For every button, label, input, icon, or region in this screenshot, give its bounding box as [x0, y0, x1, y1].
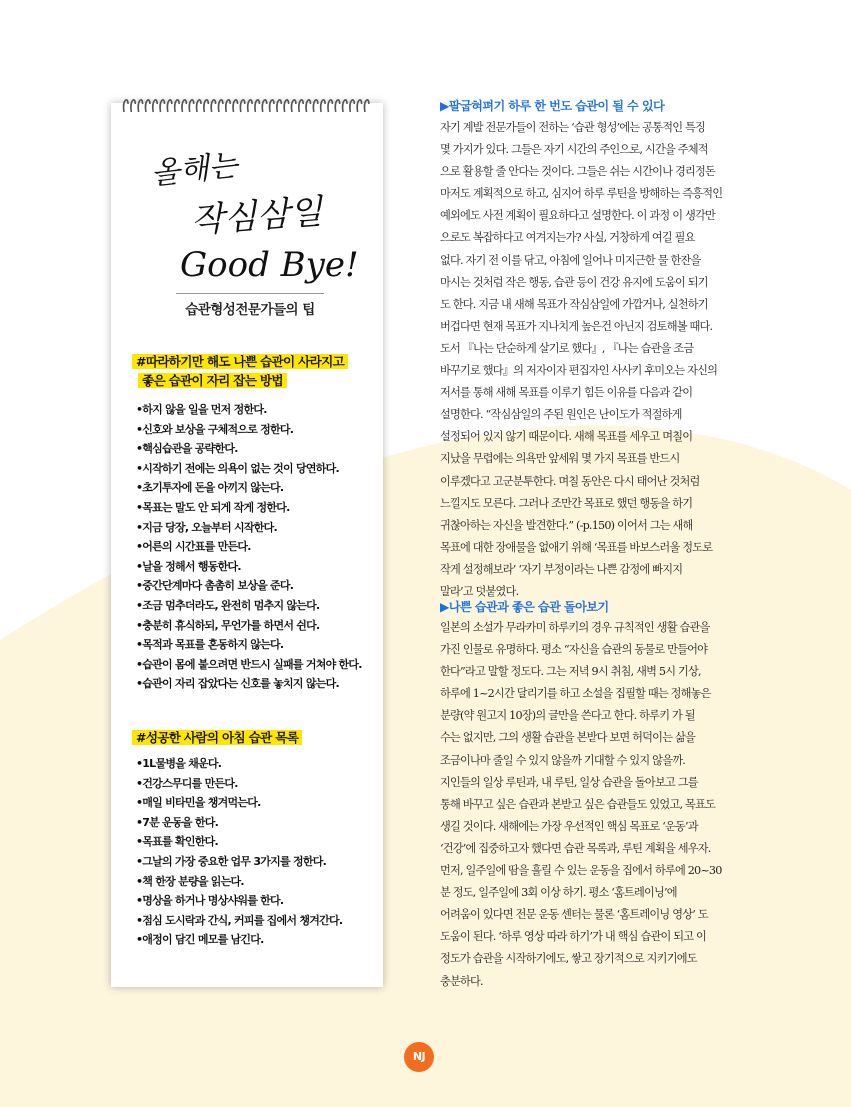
article-line: 느낄지도 모른다. 그러나 조만간 목표로 했던 행동을 하기 — [440, 496, 693, 510]
article-line: 몇 가지가 있다. 그들은 자기 시간의 주인으로, 시간을 주체적 — [440, 143, 708, 157]
tip-item: •하지 않을 일을 먼저 정한다. — [136, 403, 267, 416]
binding-ring — [343, 100, 347, 112]
binding-ring — [248, 100, 252, 112]
binding-ring — [124, 100, 128, 112]
article-line: 어려움이 있다면 전문 운동 센터는 물론 ‘홈트레이닝 영상’ 도 — [440, 908, 708, 922]
article-line: 지인들의 일상 루틴과, 내 루틴, 일상 습관을 돌아보고 그를 — [440, 775, 698, 789]
morning-habit-item: •점심 도시락과 간식, 커피를 집에서 챙겨간다. — [136, 913, 343, 927]
binding-ring — [240, 100, 244, 112]
article-paragraph-1 — [440, 117, 760, 603]
binding-ring — [218, 100, 222, 112]
morning-habit-item: •목표를 확인한다. — [136, 835, 218, 849]
article-line: 말라’고 덧붙였다. — [440, 584, 519, 598]
article-line: 귀찮아하는 자신을 발견한다.” (-p.150) 이어서 그는 새해 — [440, 518, 693, 532]
tip-item: •날을 정해서 행동한다. — [136, 559, 241, 573]
article-line: 마저도 계획적으로 하고, 심지어 하루 루틴을 방해하는 즉흥적인 — [440, 187, 723, 201]
title-line-1: 올해는 — [149, 148, 240, 192]
article-line: 도서 『나는 단순하게 살기로 했다』, 『나는 습관을 조금 — [440, 341, 694, 355]
tip-item: •지금 당장, 오늘부터 시작한다. — [136, 520, 277, 534]
article-line: 설명한다. “작심삼일의 주된 원인은 난이도가 적절하게 — [440, 408, 682, 422]
binding-ring — [328, 100, 332, 112]
morning-habit-item: •애정이 담긴 메모를 남긴다. — [136, 933, 264, 947]
tip-item: •핵심습관을 공략한다. — [136, 442, 238, 456]
tip-item: •조금 멈추더라도, 완전히 멈추지 않는다. — [136, 598, 320, 612]
article-line: 통해 바꾸고 싶은 습관과 본받고 싶은 습관들도 있었고, 목표도 — [440, 797, 715, 811]
binding-ring — [175, 100, 179, 112]
notepad-subtitle: 습관형성전문가들의 팁 — [185, 302, 315, 318]
section1-heading — [132, 352, 377, 390]
binding-ring — [277, 100, 281, 112]
article-line: 마시는 것처럼 작은 행동, 습관 등이 건강 유지에 도움이 되기 — [440, 275, 708, 289]
article-line: 분 정도, 일주일에 3회 이상 하기. 평소 ‘홈트레이닝’에 — [440, 886, 677, 900]
binding-ring — [255, 100, 259, 112]
binding-ring — [204, 100, 208, 112]
morning-habit-item: •명상을 하거나 명상샤워를 한다. — [136, 894, 284, 908]
binding-ring — [335, 100, 339, 112]
article-heading-2: ▶나쁜 습관과 좋은 습관 돌아보기 — [440, 600, 609, 614]
tip-item: •습관이 몸에 붙으려면 반드시 실패를 거쳐야 한다. — [136, 657, 362, 671]
binding-ring — [291, 100, 295, 112]
binding-ring — [189, 100, 193, 112]
article-line: 한다”라고 말할 정도다. 그는 저녁 9시 취침, 새벽 5시 기상, — [440, 665, 701, 679]
article-line: 바꾸기로 했다』의 저자이자 편집자인 사사키 후미오는 자신의 — [440, 364, 718, 378]
binding-ring — [131, 100, 135, 112]
article-line: 생길 것이다. 새해에는 가장 우선적인 핵심 목표로 ‘운동’과 — [440, 819, 698, 833]
section1-heading-line2: 좋은 습관이 자리 잡는 방법 — [138, 373, 287, 388]
article-line: 조금이나마 줄일 수 있지 않을까 기대할 수 있지 않을까. — [440, 753, 685, 767]
binding-ring — [226, 100, 230, 112]
tip-item: •신호와 보상을 구체적으로 정한다. — [136, 422, 294, 436]
nj-logo: NJ — [404, 1042, 434, 1072]
article-line: 목표에 대한 장애물을 없애기 위해 ‘목표를 바보스러울 정도로 — [440, 540, 713, 554]
binding-ring — [153, 100, 157, 112]
subtitle-rule — [176, 293, 324, 294]
tip-item: •시작하기 전에는 의욕이 없는 것이 당연하다. — [136, 461, 339, 475]
binding-ring — [357, 100, 361, 112]
article-heading-1: ▶팔굽혀펴기 하루 한 번도 습관이 될 수 있다 — [440, 99, 665, 113]
tip-item: •목표는 말도 안 되게 작게 정한다. — [136, 500, 290, 514]
binding-ring — [270, 100, 274, 112]
article-line: 도움이 된다. ‘하루 영상 따라 하기’가 내 핵심 습관이 되고 이 — [440, 930, 706, 944]
morning-habit-item: •그날의 가장 중요한 업무 3가지를 정한다. — [136, 854, 327, 868]
title-line-2: 작심삼일 — [189, 191, 324, 241]
article-line: 정도가 습관을 시작하기에도, 쌓고 장기적으로 지키기에도 — [440, 952, 697, 966]
article-line: 예외에도 사전 계획이 필요하다고 설명한다. 이 과정 이 생각만 — [440, 209, 715, 223]
section2-list — [136, 754, 378, 950]
article-line: 설정되어 있지 않기 때문이다. 새해 목표를 세우고 며칠이 — [440, 430, 693, 444]
morning-habit-item: •1L물병을 채운다. — [136, 757, 222, 770]
morning-habit-item: •책 한장 분량을 읽는다. — [136, 874, 244, 888]
title-line-3: Good Bye! — [180, 245, 359, 285]
section1-list — [136, 400, 378, 694]
tip-item: •어른의 시간표를 만든다. — [136, 540, 251, 554]
binding-ring — [197, 100, 201, 112]
morning-habit-item: •건강스무디를 만든다. — [136, 776, 238, 790]
binding-ring — [350, 100, 354, 112]
binding-ring — [364, 100, 368, 112]
article-line: ‘건강’에 집중하고자 했다면 습관 목록과, 루틴 계획을 세우자. — [440, 841, 711, 855]
morning-habit-item: •7분 운동을 한다. — [136, 815, 219, 829]
tip-item: •충분히 휴식하되, 무언가를 하면서 쉰다. — [136, 618, 320, 632]
tip-item: •초기투자에 돈을 아끼지 않는다. — [136, 481, 284, 495]
article-line: 저서를 통해 새해 목표를 이루기 힘든 이유를 다음과 같이 — [440, 386, 693, 400]
article-line: 먼저, 일주일에 땀을 흘릴 수 있는 운동을 집에서 하루에 20~30 — [440, 864, 722, 878]
tip-item: •목적과 목표를 혼동하지 않는다. — [136, 638, 284, 652]
section1-heading-line1: #따라하기만 해도 나쁜 습관이 사라지고 — [132, 354, 348, 369]
morning-habit-item: •매일 비타민을 챙겨먹는다. — [136, 796, 261, 810]
article-line: 도 한다. 지금 내 새해 목표가 작심삼일에 가깝거나, 실천하기 — [440, 297, 708, 311]
article-line: 없다. 자기 전 이를 닦고, 아침에 일어나 미지근한 물 한잔을 — [440, 253, 701, 267]
binding-ring — [306, 100, 310, 112]
binding-ring — [313, 100, 317, 112]
binding-ring — [160, 100, 164, 112]
section2-heading-wrap — [132, 728, 377, 747]
spiral-binding — [120, 94, 374, 116]
tip-item: •중간단계마다 촘촘히 보상을 준다. — [136, 579, 294, 593]
binding-ring — [262, 100, 266, 112]
section2-heading: #성공한 사람의 아침 습관 목록 — [132, 730, 302, 745]
article-line: 충분하다. — [440, 974, 483, 988]
article-line: 분량(약 원고지 10장)의 글만을 쓴다고 한다. 하루키 가 될 — [440, 709, 695, 723]
article-line: 버겁다면 현재 목표가 지나치게 높은건 아닌지 검토해볼 때다. — [440, 319, 713, 333]
article-line: 자기 계발 전문가들이 전하는 ‘습관 형성’에는 공통적인 특징 — [440, 121, 705, 134]
binding-ring — [321, 100, 325, 112]
handwritten-title — [140, 140, 360, 290]
article-line: 수는 없지만, 그의 생활 습관을 본받다 보면 허덕이는 삶을 — [440, 731, 695, 745]
binding-ring — [284, 100, 288, 112]
binding-ring — [167, 100, 171, 112]
binding-ring — [211, 100, 215, 112]
article-line: 이루겠다고 고군분투한다. 며칠 동안은 다시 태어난 것처럼 — [440, 474, 700, 488]
article-line: 으로 활용할 줄 안다는 것이다. 그들은 쉬는 시간이나 경리정돈 — [440, 165, 715, 179]
binding-ring — [299, 100, 303, 112]
article-line: 으로도 복잡하다고 여겨지는가? 사실, 거창하게 여길 필요 — [440, 231, 695, 245]
article-paragraph-2 — [440, 617, 760, 993]
article-line: 작게 설정해보라’ ‘자기 부정이라는 나쁜 감정에 빠지지 — [440, 562, 683, 576]
article-line: 하루에 1~2시간 달리기를 하고 소설을 집필할 때는 정해놓은 — [440, 687, 711, 701]
article-line: 지났을 무렵에는 의욕만 앞세워 몇 가지 목표를 반드시 — [440, 452, 680, 466]
tip-item: •습관이 자리 잡았다는 신호를 놓치지 않는다. — [136, 677, 339, 691]
binding-ring — [233, 100, 237, 112]
article-line: 일본의 소설가 무라카미 하루키의 경우 규칙적인 생활 습관을 — [440, 621, 710, 634]
binding-ring — [138, 100, 142, 112]
article-line: 가진 인물로 유명하다. 평소 “자신을 습관의 동물로 만들어야 — [440, 643, 708, 657]
binding-ring — [182, 100, 186, 112]
binding-ring — [145, 100, 149, 112]
